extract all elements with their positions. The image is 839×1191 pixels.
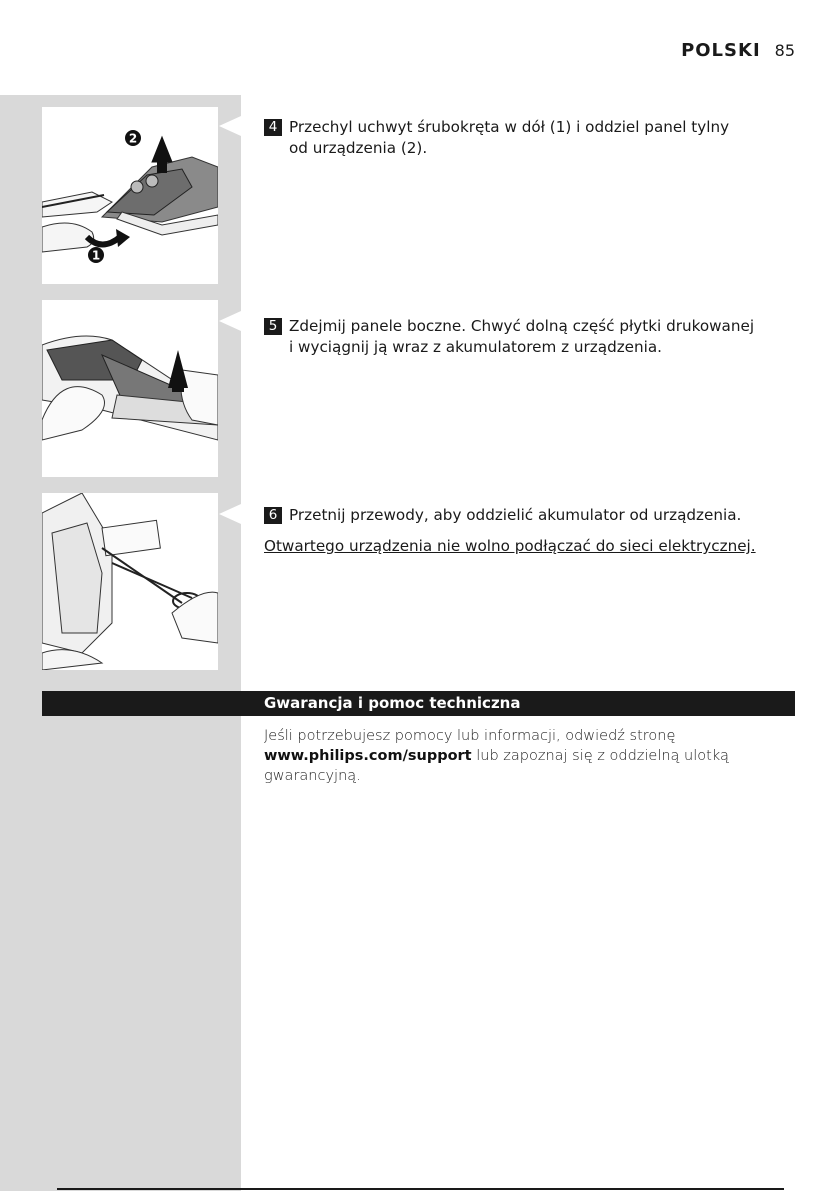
page-header (681, 40, 795, 61)
step-4 (264, 117, 764, 159)
step-text-line1: Przetnij przewody, aby oddzielić akumulator od urządzenia. (289, 506, 742, 524)
illustration-remove-pcb (42, 300, 218, 477)
illustration-1-drawing (42, 107, 218, 284)
footer-rule (57, 1188, 784, 1190)
illustration-remove-back-panel (42, 107, 218, 284)
step-text-line1: Zdejmij panele boczne. Chwyć dolną część płytki drukowanej (289, 317, 755, 335)
marker-1-label: 1 (91, 248, 101, 263)
support-link[interactable]: www.philips.com/support (264, 748, 472, 764)
language-label: POLSKI (681, 40, 761, 61)
support-paragraph (264, 726, 764, 786)
support-text-after: lub zapoznaj się z oddzielną ulotką gwarancyjną. (264, 748, 729, 784)
step-5 (264, 316, 774, 358)
illustration-pointer (219, 504, 241, 524)
page-number: 85 (774, 41, 795, 60)
support-text-before: Jeśli potrzebujesz pomocy lub informacji, odwiedź stronę (264, 728, 676, 744)
step-number-badge: 4 (264, 119, 282, 136)
step-text-line2: i wyciągnij ją wraz z akumulatorem z urządzenia. (289, 338, 663, 356)
illustration-pointer (219, 116, 241, 136)
illustration-cut-wires (42, 493, 218, 670)
step-text-line2: od urządzenia (2). (289, 139, 428, 157)
step-text-line1: Przechyl uchwyt śrubokręta w dół (1) i oddziel panel tylny (289, 118, 730, 136)
marker-2-label: 2 (128, 131, 138, 146)
step-6 (264, 505, 764, 526)
step-number-badge: 5 (264, 318, 282, 335)
illustration-2-drawing (42, 300, 218, 477)
illustration-3-drawing (42, 493, 218, 670)
section-title: Gwarancja i pomoc techniczna (264, 694, 521, 712)
safety-warning: Otwartego urządzenia nie wolno podłączać do sieci elektrycznej. (264, 537, 756, 555)
illustration-pointer (219, 311, 241, 331)
step-number-badge: 6 (264, 507, 282, 524)
